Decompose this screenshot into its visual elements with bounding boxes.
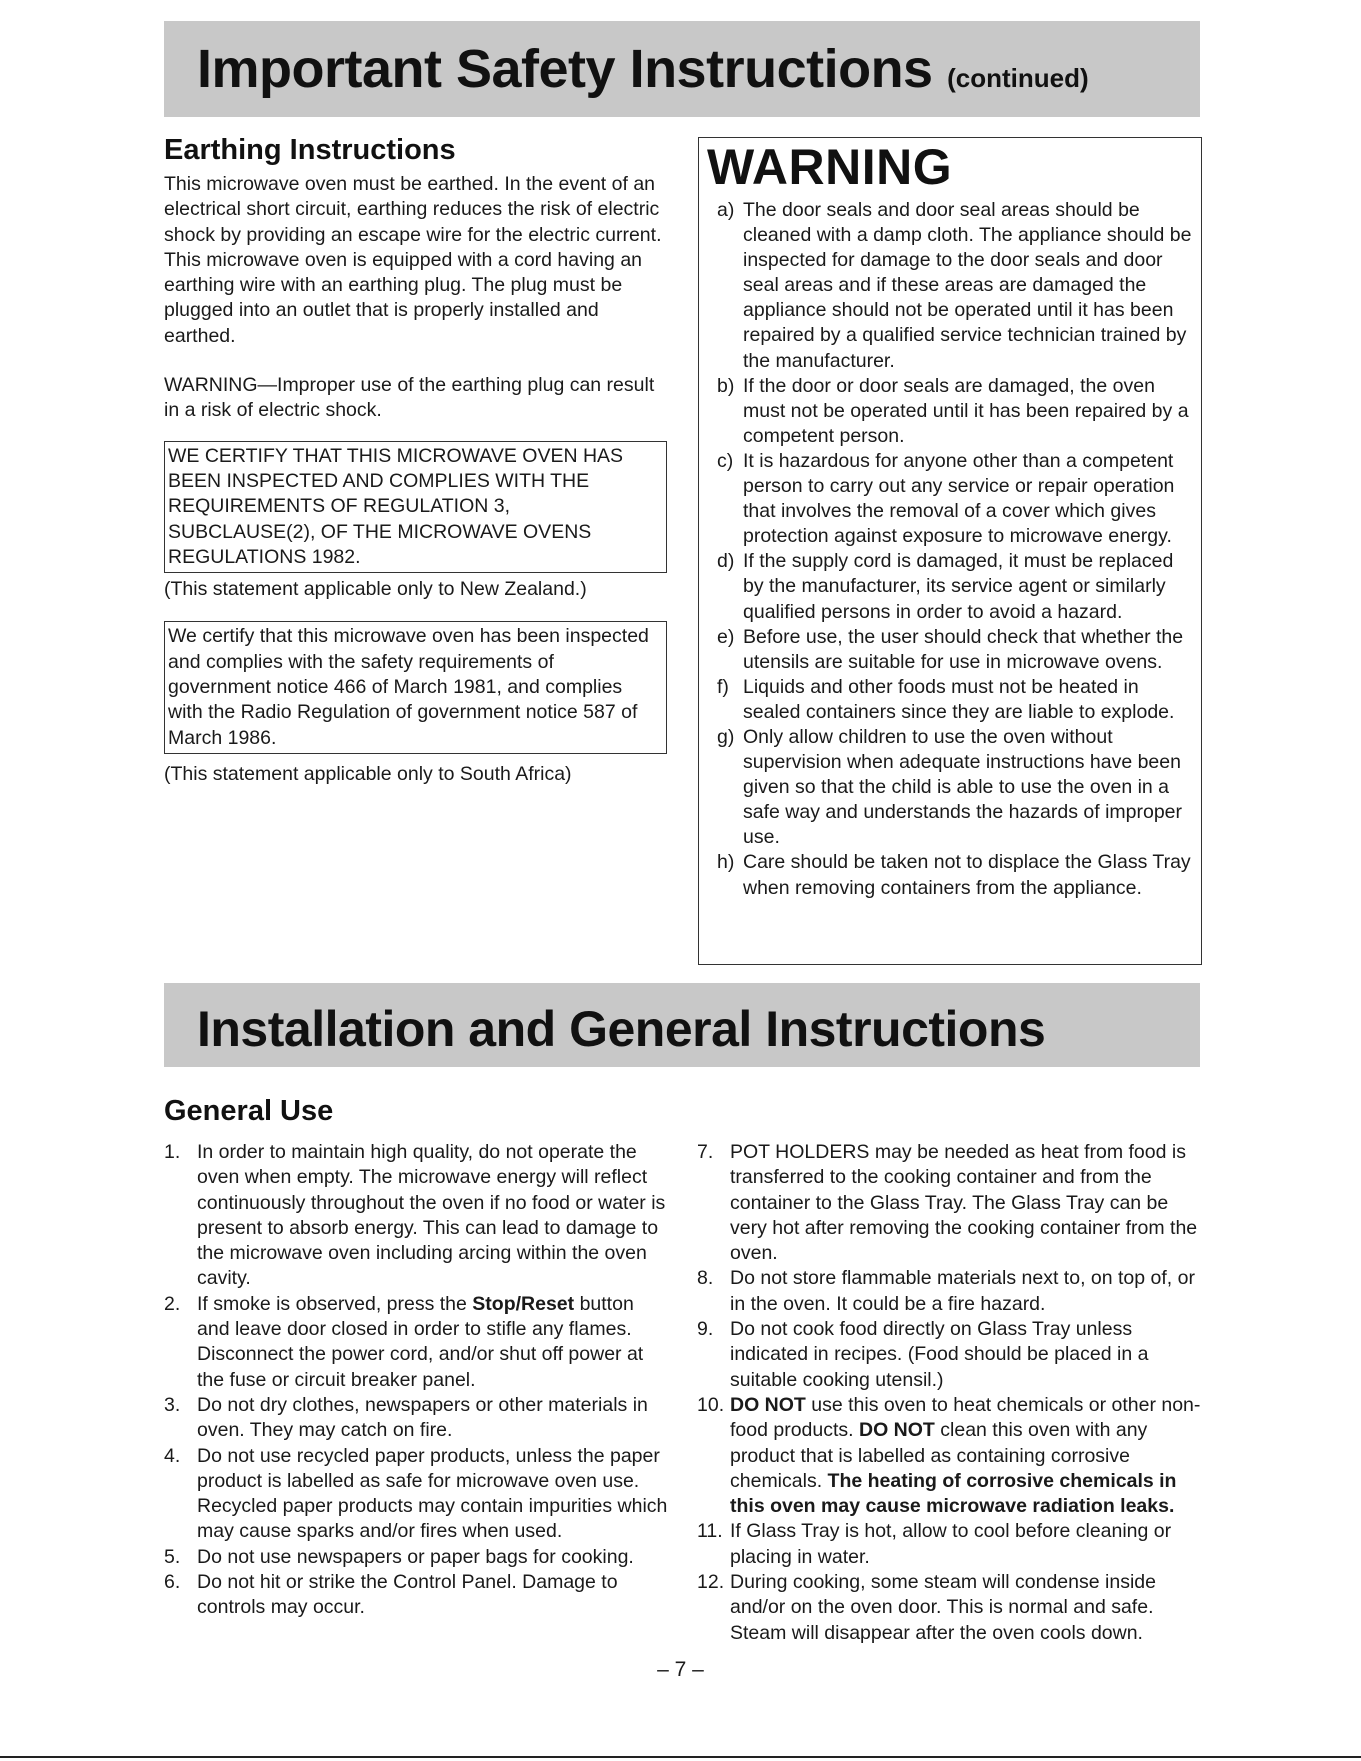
warning-item	[707, 198, 1193, 374]
section-title-safety	[197, 39, 1089, 99]
list-marker: 12.	[697, 1571, 725, 1594]
warning-item	[707, 675, 1193, 725]
do-not-label: DO NOT	[730, 1393, 806, 1416]
warning-item-text: If the supply cord is damaged, it must be replaced by the manufacturer, its service agent or similarly qualified persons in order to avoid a hazard.	[743, 550, 1174, 623]
list-marker: 2.	[164, 1292, 181, 1315]
earthing-column	[164, 160, 674, 787]
warning-item	[707, 625, 1193, 675]
list-item	[697, 1570, 1202, 1646]
list-marker: f)	[717, 675, 729, 698]
list-marker: 1.	[164, 1141, 181, 1163]
list-item-text: Do not cook food directly on Glass Tray unless indicated in recipes. (Food should be placed in a suitable cooking utensil.)	[730, 1318, 1149, 1391]
warning-list	[707, 198, 1193, 901]
section-title-text: Important Safety Instructions	[197, 39, 933, 99]
list-marker: d)	[717, 550, 735, 573]
warning-item-text: Care should be taken not to displace the Glass Tray when removing containers from the appliance.	[743, 851, 1191, 899]
bottom-rule	[0, 1756, 1361, 1758]
list-marker: 11.	[697, 1520, 723, 1543]
list-item-text: use this oven to heat chemicals or other non-food products.	[730, 1393, 1201, 1442]
list-item-text: button and leave door closed in order to stifle any flames. Disconnect the power cord, and/or shut off power at the fuse or circuit breaker panel.	[197, 1292, 644, 1391]
list-marker: 7.	[697, 1141, 714, 1163]
nz-certification-text: WE CERTIFY THAT THIS MICROWAVE OVEN HAS BEEN INSPECTED AND COMPLIES WITH THE REQUIREMENTS OF REGULATION 3, SUBCLAUSE(2), OF THE MICROWAVE OVENS REGULATIONS 1982.	[168, 444, 624, 568]
warning-item-text: The door seals and door seal areas should be cleaned with a damp cloth. The appliance should be inspected for damage to the door seals and door seal areas and if these areas are damaged the appliance should not be operated until it has been repaired by a qualified service technician trained by the manufacturer.	[743, 199, 1192, 372]
warning-title: WARNING	[707, 139, 953, 195]
sa-certification-box	[164, 621, 667, 753]
list-marker: 6.	[164, 1571, 181, 1594]
list-marker: 4.	[164, 1444, 181, 1467]
list-marker: b)	[717, 374, 735, 397]
page-number: – 7 –	[657, 1658, 704, 1681]
section-title-installation: Installation and General Instructions	[197, 1001, 1046, 1057]
list-item-text: Do not store flammable materials next to, on top of, or in the oven. It could be a fire hazard.	[730, 1267, 1195, 1315]
earthing-heading: Earthing Instructions	[164, 134, 456, 166]
warning-item-text: It is hazardous for anyone other than a competent person to carry out any service or repair operation that involves the removal of a cover which gives protection against exposure to microwave energy.	[743, 449, 1175, 548]
warning-item-text: Before use, the user should check that whether the utensils are suitable for use in microwave ovens.	[743, 625, 1184, 673]
list-item	[164, 1570, 669, 1621]
nz-certification-box	[164, 441, 667, 573]
warning-box	[698, 137, 1202, 965]
list-item	[164, 1292, 669, 1393]
list-item	[697, 1317, 1202, 1393]
section-title-suffix: (continued)	[947, 63, 1089, 93]
earthing-paragraph: This microwave oven must be earthed. In the event of an electrical short circuit, earthing reduces the risk of electric shock by providing an escape wire for the electric current. This microwave oven is equipped with a cord having an earthing wire with an earthing plug. The plug must be plugged into an outlet that is properly installed and earthed.	[164, 173, 662, 347]
section-banner-installation	[164, 983, 1200, 1067]
list-item-text: Do not hit or strike the Control Panel. Damage to controls may occur.	[197, 1571, 618, 1619]
list-item	[164, 1140, 669, 1292]
list-marker: g)	[717, 725, 735, 748]
section-banner-safety	[164, 21, 1200, 117]
list-marker: 10.	[697, 1393, 725, 1416]
list-item	[697, 1140, 1202, 1266]
stop-reset-label: Stop/Reset	[472, 1292, 575, 1315]
list-item-text: Do not use newspapers or paper bags for cooking.	[197, 1545, 634, 1568]
warning-item	[707, 725, 1193, 850]
radiation-warning-text: The heating of corrosive chemicals in this oven may cause microwave radiation leaks.	[730, 1469, 1177, 1518]
sa-certification-text: We certify that this microwave oven has been inspected and complies with the safety requirements of government notice 466 of March 1981, and complies with the Radio Regulation of government notice 587 of March 1986.	[168, 625, 649, 749]
list-item-text: During cooking, some steam will condense inside and/or on the oven door. This is normal and safe. Steam will disappear after the oven cools down.	[730, 1571, 1156, 1644]
list-marker: e)	[717, 625, 735, 648]
warning-item-text: Only allow children to use the oven without supervision when adequate instructions have been given so that the child is able to use the oven in a safe way and understands the hazards of improper use.	[743, 725, 1183, 849]
list-item	[164, 1393, 669, 1444]
list-item-text: Do not dry clothes, newspapers or other materials in oven. They may catch on fire.	[197, 1393, 648, 1442]
general-use-list-right	[697, 1140, 1202, 1646]
list-item-text: Do not use recycled paper products, unless the paper product is labelled as safe for microwave oven use. Recycled paper products may contain impurities which may cause sparks and/or fires when used.	[197, 1444, 668, 1543]
warning-item-text: Liquids and other foods must not be heated in sealed containers since they are liable to explode.	[743, 675, 1175, 723]
list-item	[164, 1444, 669, 1545]
nz-note: (This statement applicable only to New Zealand.)	[164, 578, 587, 601]
warning-item-text: If the door or door seals are damaged, the oven must not be operated until it has been repaired by a competent person.	[743, 374, 1189, 447]
warning-item	[707, 449, 1193, 549]
list-marker: 3.	[164, 1393, 181, 1416]
list-item-text: clean this oven with any product that is labelled as containing corrosive chemicals.	[730, 1419, 1148, 1492]
earthing-warning-text: WARNING—Improper use of the earthing plug can result in a risk of electric shock.	[164, 374, 655, 422]
list-item-text: In order to maintain high quality, do not operate the oven when empty. The microwave energy will reflect continuously throughout the oven if no food or water is present to absorb energy. This can lead to damage to the microwave oven including arcing within the oven cavity.	[197, 1141, 666, 1290]
list-item	[697, 1266, 1202, 1317]
list-item	[697, 1393, 1202, 1519]
list-item	[697, 1519, 1202, 1570]
warning-item	[707, 549, 1193, 624]
list-marker: h)	[717, 851, 735, 874]
list-item-text: POT HOLDERS may be needed as heat from food is transferred to the cooking container and from the container to the Glass Tray. The Glass Tray can be very hot after removing the cooking container from the oven.	[730, 1141, 1198, 1265]
list-marker: a)	[717, 199, 735, 221]
list-marker: 8.	[697, 1267, 714, 1290]
do-not-label: DO NOT	[859, 1419, 935, 1442]
warning-item	[707, 374, 1193, 449]
sa-note: (This statement applicable only to South Africa)	[164, 762, 572, 785]
general-use-list-left	[164, 1140, 669, 1621]
general-use-heading: General Use	[164, 1095, 334, 1127]
list-item-text: If Glass Tray is hot, allow to cool before cleaning or placing in water.	[730, 1520, 1172, 1568]
list-item-text: If smoke is observed, press the	[197, 1292, 473, 1315]
list-marker: c)	[717, 449, 734, 472]
list-marker: 5.	[164, 1545, 181, 1568]
warning-item	[707, 850, 1193, 900]
list-item	[164, 1545, 669, 1570]
list-marker: 9.	[697, 1318, 714, 1341]
